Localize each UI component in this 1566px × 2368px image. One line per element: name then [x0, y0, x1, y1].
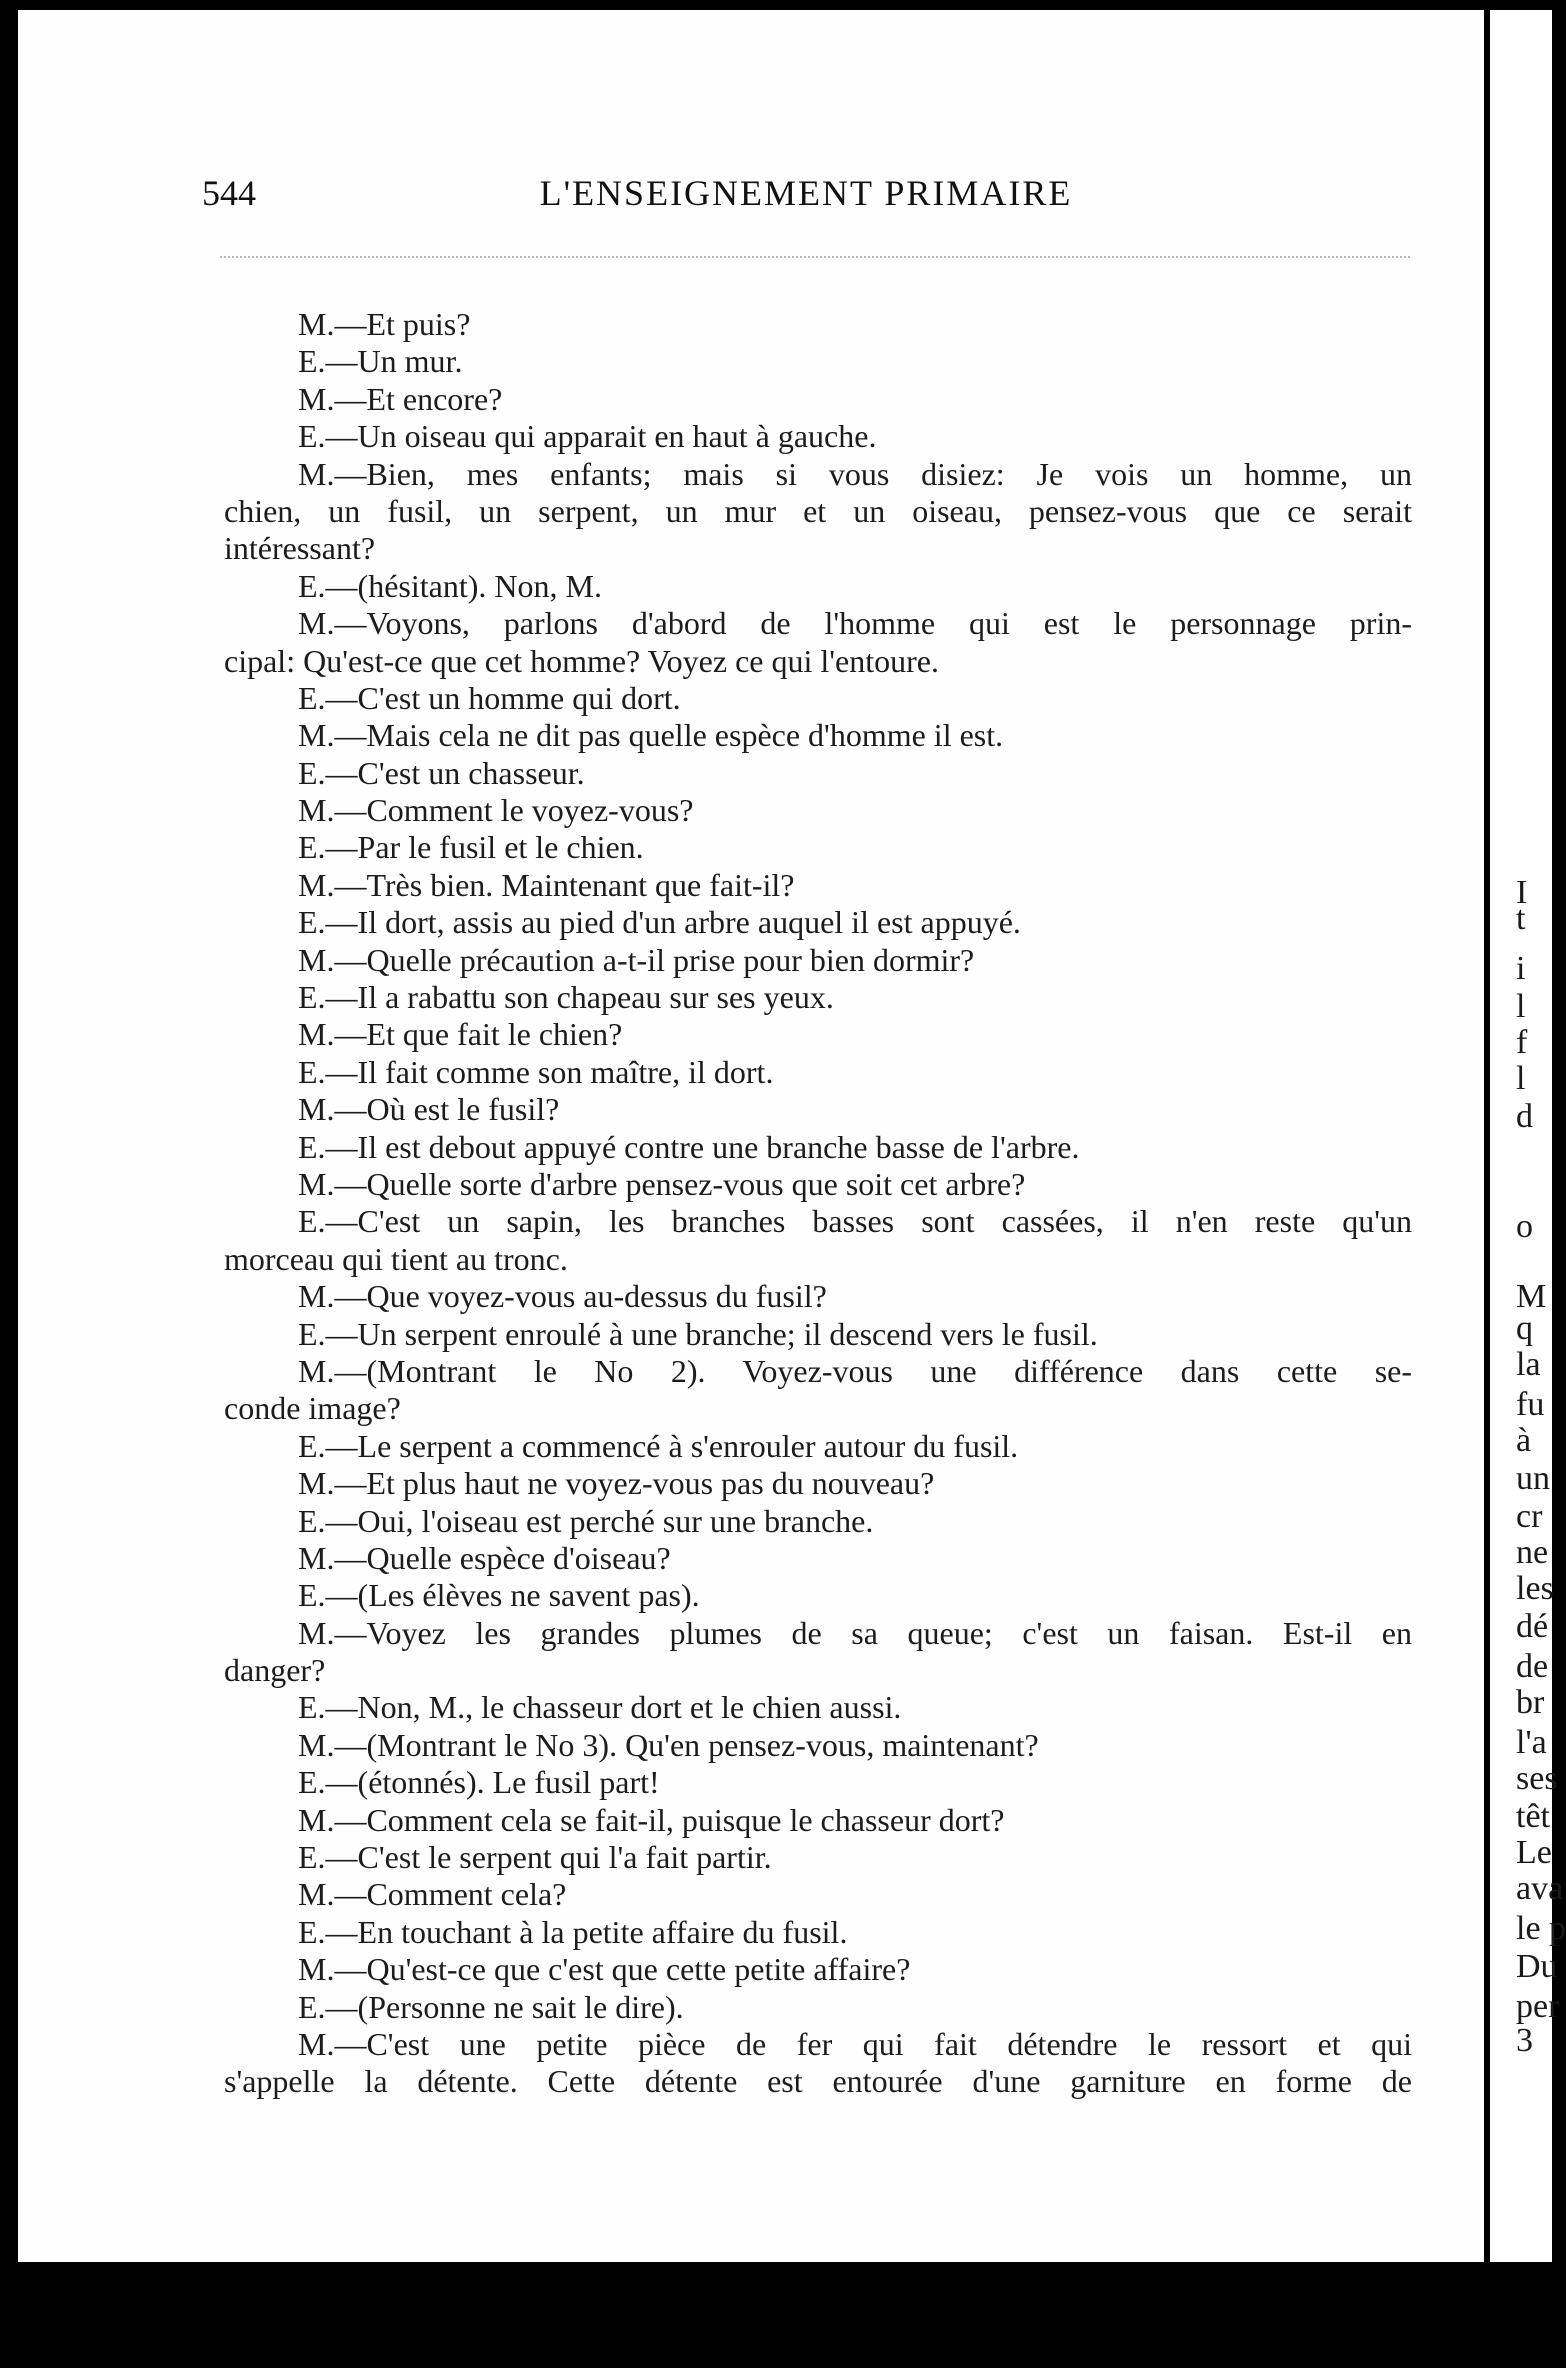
text-line: E.—Un oiseau qui apparait en haut à gauche.	[298, 418, 877, 455]
text-line: E.—Il fait comme son maître, il dort.	[298, 1053, 774, 1090]
text-line: E.—Il est debout appuyé contre une branche basse de l'arbre.	[298, 1128, 1080, 1165]
facing-page-fragment: ava	[1516, 1870, 1564, 1907]
facing-page-fragment: ne	[1516, 1534, 1549, 1571]
text-line: E.—C'est un chasseur.	[298, 754, 585, 791]
facing-page-fragment: Du	[1516, 1948, 1558, 1985]
text-line: E.—(étonnés). Le fusil part!	[298, 1764, 660, 1801]
running-title: L'ENSEIGNEMENT PRIMAIRE	[539, 173, 1073, 213]
facing-page-fragment: q	[1516, 1310, 1533, 1347]
text-line: E.—En touchant à la petite affaire du fusil.	[298, 1913, 848, 1950]
text-line: chien, un fusil, un serpent, un mur et un oiseau, pensez-vous que ce serait	[224, 492, 1412, 529]
facing-page-fragment: ses	[1516, 1760, 1558, 1797]
text-line: M.—Que voyez-vous au-dessus du fusil?	[298, 1278, 827, 1315]
scan-border	[0, 2262, 1552, 2368]
text-line: M.—Quelle précaution a-t-il prise pour bien dormir?	[298, 941, 975, 978]
page-header	[202, 172, 1410, 222]
text-line: E.—Il a rabattu son chapeau sur ses yeux.	[298, 979, 834, 1016]
text-line: M.—Quelle espèce d'oiseau?	[298, 1539, 671, 1576]
text-line: E.—C'est un homme qui dort.	[298, 679, 681, 716]
text-line: M.—Bien, mes enfants; mais si vous disiez: Je vois un homme, un	[298, 455, 1412, 492]
facing-page-fragment: br	[1516, 1684, 1545, 1721]
facing-page-fragment: i	[1516, 950, 1526, 987]
facing-page-fragment: les	[1516, 1570, 1554, 1607]
text-line: s'appelle la détente. Cette détente est entourée d'une garniture en forme de	[224, 2063, 1412, 2100]
text-line: E.—Un serpent enroulé à une branche; il descend vers le fusil.	[298, 1315, 1098, 1352]
facing-page-fragment: per	[1516, 1988, 1560, 2025]
text-line: E.—Le serpent a commencé à s'enrouler autour du fusil.	[298, 1427, 1019, 1464]
page-number: 544	[202, 173, 256, 213]
facing-page-fragment: o	[1516, 1208, 1533, 1245]
dialogue-text	[224, 306, 1412, 2101]
facing-page-fragment: I	[1516, 874, 1528, 911]
text-line: E.—Par le fusil et le chien.	[298, 829, 644, 866]
text-line: E.—(Personne ne sait le dire).	[298, 1988, 684, 2025]
facing-page-fragment: têt	[1516, 1798, 1550, 1835]
text-line: M.—Comment cela?	[298, 1876, 567, 1913]
facing-page-fragment: cr	[1516, 1498, 1543, 1535]
text-line: M.—Mais cela ne dit pas quelle espèce d'homme il est.	[298, 717, 1004, 754]
text-line: M.—C'est une petite pièce de fer qui fait détendre le ressort et qui	[298, 2025, 1412, 2062]
facing-page-fragment: un	[1516, 1460, 1550, 1497]
text-line: morceau qui tient au tronc.	[224, 1240, 568, 1277]
text-line: M.—(Montrant le No 2). Voyez-vous une différence dans cette se-	[298, 1352, 1412, 1389]
facing-page-fragment: f	[1516, 1024, 1528, 1061]
facing-page-fragment: M	[1516, 1278, 1547, 1315]
text-line: M.—Et encore?	[298, 380, 503, 417]
facing-page-fragment: dé	[1516, 1608, 1549, 1645]
facing-page-fragment: t	[1516, 900, 1526, 937]
text-line: M.—Et puis?	[298, 306, 471, 342]
header-rule	[220, 256, 1410, 258]
facing-page-fragment: l	[1516, 988, 1526, 1025]
facing-page-fragment: fu	[1516, 1386, 1545, 1423]
text-line: M.—Comment cela se fait-il, puisque le chasseur dort?	[298, 1801, 1005, 1838]
text-line: M.—Et que fait le chien?	[298, 1016, 623, 1053]
text-line: M.—Et plus haut ne voyez-vous pas du nouveau?	[298, 1465, 935, 1502]
text-line: M.—Où est le fusil?	[298, 1091, 560, 1128]
text-line: M.—Comment le voyez-vous?	[298, 792, 694, 829]
text-line: M.—Voyez les grandes plumes de sa queue; c'est un faisan. Est-il en	[298, 1614, 1412, 1651]
text-line: E.—Oui, l'oiseau est perché sur une branche.	[298, 1502, 874, 1539]
text-line: intéressant?	[224, 530, 376, 567]
text-line: M.—Voyons, parlons d'abord de l'homme qui est le personnage prin-	[298, 605, 1412, 642]
text-line: E.—Non, M., le chasseur dort et le chien aussi.	[298, 1689, 902, 1726]
facing-page-fragment: de	[1516, 1648, 1549, 1685]
text-line: E.—C'est le serpent qui l'a fait partir.	[298, 1839, 772, 1876]
text-line: danger?	[224, 1652, 326, 1689]
facing-page-fragment: le p	[1516, 1910, 1566, 1947]
facing-page-fragment: Le	[1516, 1834, 1552, 1871]
text-line: E.—(Les élèves ne savent pas).	[298, 1577, 700, 1614]
facing-page-fragment: à	[1516, 1422, 1532, 1459]
facing-page-fragment: l	[1516, 1060, 1526, 1097]
text-line: E.—Un mur.	[298, 343, 463, 380]
facing-page-fragment: la	[1516, 1346, 1541, 1383]
facing-page-fragment: 3	[1516, 2022, 1533, 2059]
text-line: M.—(Montrant le No 3). Qu'en pensez-vous, maintenant?	[298, 1726, 1039, 1763]
facing-page-edge	[1490, 10, 1566, 2262]
text-line: M.—Très bien. Maintenant que fait-il?	[298, 866, 795, 903]
facing-page-fragment: l'a	[1516, 1724, 1547, 1761]
text-line: E.—(hésitant). Non, M.	[298, 567, 602, 604]
text-line: E.—Il dort, assis au pied d'un arbre auquel il est appuyé.	[298, 904, 1021, 941]
facing-page-fragment: d	[1516, 1098, 1533, 1135]
text-line: M.—Quelle sorte d'arbre pensez-vous que soit cet arbre?	[298, 1165, 1026, 1202]
text-line: E.—C'est un sapin, les branches basses sont cassées, il n'en reste qu'un	[298, 1203, 1412, 1240]
text-line: cipal: Qu'est-ce que cet homme? Voyez ce qui l'entoure.	[224, 642, 939, 679]
text-line: conde image?	[224, 1390, 401, 1427]
text-line: M.—Qu'est-ce que c'est que cette petite affaire?	[298, 1951, 911, 1988]
